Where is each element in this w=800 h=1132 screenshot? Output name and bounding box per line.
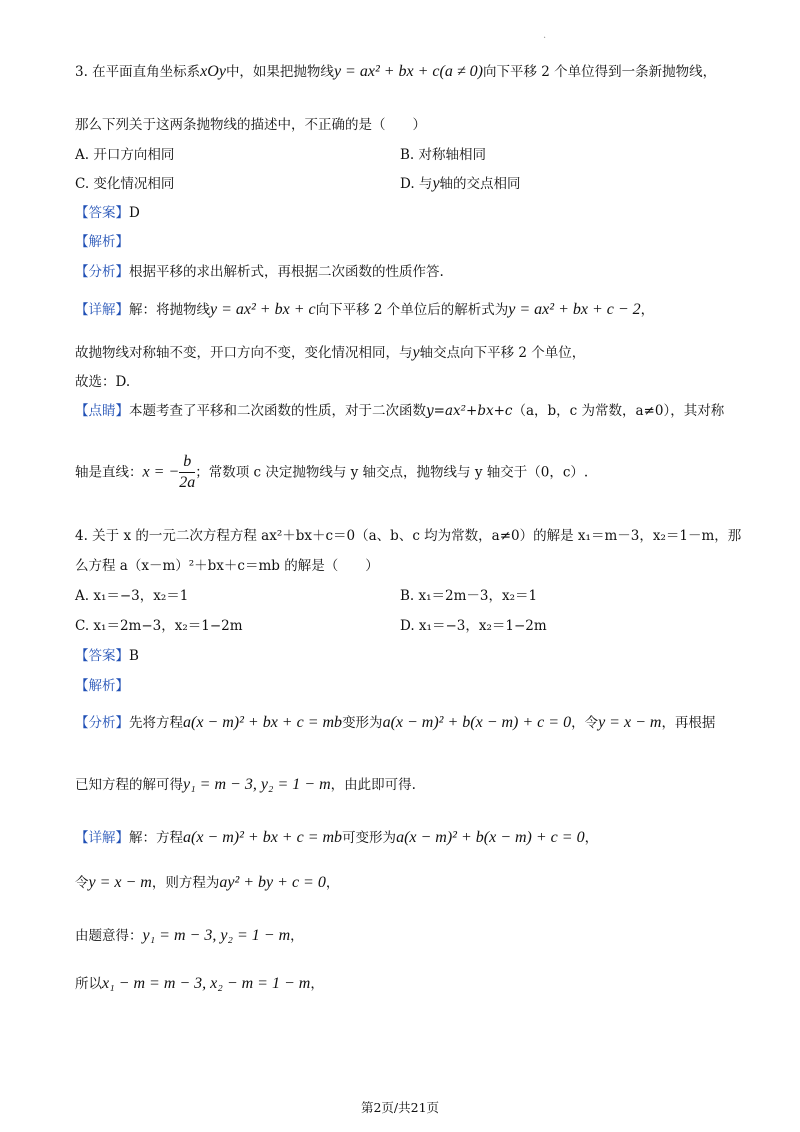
q4-ling-c: ， — [325, 875, 340, 891]
q3-detail-a: 解：将抛物线 — [129, 302, 210, 318]
q3-axis-fraction — [179, 452, 195, 493]
q4-known-b: ，由此即可得. — [330, 777, 416, 793]
q3-answer — [75, 203, 140, 223]
q4-ling-eq2: ay² + by + c = 0 — [219, 874, 326, 891]
q4-yi-b: ， — [290, 928, 304, 944]
q4-detail-eq2: a(x − m)² + b(x − m) + c = 0 — [396, 829, 585, 846]
q3-parabola-equation: y = ax² + bx + c(a ≠ 0) — [333, 63, 483, 80]
q4-suoyi-b: ， — [310, 976, 324, 992]
q4-fenxi-b: 变形为 — [342, 715, 383, 731]
q4-fenxi-c: ，令 — [571, 715, 599, 731]
q4-fenxi-eq2: a(x − m)² + b(x − m) + c = 0 — [382, 714, 572, 731]
q3-detail2-var: y — [412, 344, 420, 361]
q4-fenxi-a: 先将方程 — [129, 715, 183, 731]
q3-dianjing-fn: y=ax²+bx+c — [426, 403, 513, 419]
q3-axis-b: ；常数项 c 决定抛物线与 y 轴交点，抛物线与 y 轴交于（0，c）. — [195, 464, 589, 481]
q4-ling-eq1: y = x − m — [88, 874, 152, 891]
q3-option-c: C. 变化情况相同 — [75, 176, 175, 192]
q4-detail-eq1: a(x − m)² + bx + c = mb — [183, 829, 343, 846]
q3-detail-eq2: y = ax² + bx + c − 2 — [508, 301, 641, 318]
q4-suoyi-eq: x₁ − m = m − 3, x₂ − m = 1 − m — [102, 975, 311, 992]
q3-detail2-b: 轴交点向下平移 2 个单位， — [419, 345, 586, 361]
q3-dianjing-a: 本题考查了平移和二次函数的性质，对于二次函数 — [129, 403, 426, 419]
q3-detail — [75, 300, 654, 320]
q4-fenxi-tag: 【分析】 — [75, 715, 129, 731]
q4-option-c: C. x₁＝2m−3，x₂＝1−2m — [75, 618, 243, 634]
q4-detail-a: 解：方程 — [129, 830, 183, 846]
q3-stem-a: 3. 在平面直角坐标系 — [75, 64, 201, 80]
q3-option-d-post: 轴的交点相同 — [439, 176, 521, 192]
q4-detail-tag: 【详解】 — [75, 830, 129, 846]
q3-fenxi — [75, 262, 444, 282]
q3-fenxi-tag: 【分析】 — [75, 264, 129, 280]
q4-option-a: A. x₁＝−3，x₂＝1 — [75, 588, 189, 604]
q4-answer-tag: 【答案】 — [75, 648, 129, 664]
q4-known-eq: y₁ = m − 3, y₂ = 1 − m — [183, 776, 331, 793]
q4-fenxi — [75, 713, 715, 733]
q3-detail2-a: 故抛物线对称轴不变，开口方向不变，变化情况相同，与 — [75, 345, 413, 361]
q3-detail-line2 — [75, 343, 585, 363]
q4-ling — [75, 873, 339, 893]
q3-option-d — [400, 174, 521, 194]
q4-detail-c: ， — [584, 830, 599, 846]
q4-yi-a: 由题意得： — [75, 928, 143, 944]
q4-ling-a: 令 — [75, 875, 89, 891]
q4-fenxi-eq3: y = x − m — [598, 714, 662, 731]
q4-ling-b: ，则方程为 — [151, 875, 220, 891]
q3-axis-line — [75, 452, 588, 493]
q3-stem-line1 — [75, 62, 716, 82]
q4-fenxi-d: ，再根据 — [661, 715, 716, 731]
q4-analysis-tag — [75, 676, 129, 696]
q3-detail-c: ， — [640, 302, 655, 318]
q4-answer-value: B — [129, 648, 139, 664]
q4-option-d: D. x₁＝−3，x₂＝1−2m — [400, 618, 547, 634]
stray-dot: . — [543, 30, 547, 41]
q3-option-d-var: y — [432, 175, 440, 192]
q4-analysis-label: 【解析】 — [75, 678, 129, 694]
q3-fenxi-text: 根据平移的求出解析式，再根据二次函数的性质作答. — [129, 264, 444, 280]
q3-answer-tag: 【答案】 — [75, 205, 129, 221]
q3-dianjing-b: （a，b，c 为常数，a≠0），其对称 — [512, 403, 725, 419]
q4-known-a: 已知方程的解可得 — [75, 777, 183, 793]
q3-stem-c: 向下平移 2 个单位得到一条新抛物线， — [482, 64, 717, 80]
q3-axis-den: 2a — [179, 474, 196, 491]
q3-axis-lhs: x = − — [142, 463, 180, 481]
q4-yi — [75, 926, 304, 946]
q4-stem-line1: 4. 关于 x 的一元二次方程方程 ax²＋bx＋c＝0（a、b、c 均为常数，a≠0）的解是 x₁＝m－3，x₂＝1－m，那 — [75, 528, 742, 544]
q3-detail-tag: 【详解】 — [75, 302, 129, 318]
q3-stem-b: 中，如果把抛物线 — [225, 64, 334, 80]
q3-option-b: B. 对称轴相同 — [400, 147, 487, 163]
q4-answer — [75, 646, 139, 666]
q3-option-d-pre: D. 与 — [400, 176, 433, 192]
q3-option-a: A. 开口方向相同 — [75, 147, 175, 163]
q3-answer-value: D — [129, 205, 140, 221]
q4-stem-line2: 么方程 a（x－m）²＋bx＋c＝mb 的解是（ ） — [75, 558, 379, 574]
q4-yi-eq: y₁ = m − 3, y₂ = 1 − m — [142, 927, 291, 944]
q4-known — [75, 775, 416, 795]
q3-analysis-label: 【解析】 — [75, 234, 129, 250]
q4-suoyi-a: 所以 — [75, 976, 102, 992]
q3-dianjing — [75, 401, 724, 421]
q3-detail-b: 向下平移 2 个单位后的解析式为 — [315, 302, 509, 318]
q3-axis-num: b — [179, 452, 195, 473]
q4-detail — [75, 828, 598, 848]
q3-detail-eq1: y = ax² + bx + c — [210, 301, 316, 318]
q3-select: 故选：D. — [75, 374, 131, 390]
q4-option-b: B. x₁＝2m－3，x₂＝1 — [400, 588, 538, 604]
q4-detail-b: 可变形为 — [342, 830, 397, 846]
q3-stem-line2: 那么下列关于这两条抛物线的描述中，不正确的是（ ） — [75, 117, 426, 133]
q3-coord-system: xOy — [200, 63, 226, 80]
q3-axis-a: 轴是直线： — [75, 464, 143, 481]
q3-analysis-tag — [75, 232, 129, 252]
q4-fenxi-eq1: a(x − m)² + bx + c = mb — [183, 714, 343, 731]
page-footer: 第2页/共21页 — [360, 1100, 440, 1115]
q4-suoyi — [75, 974, 324, 994]
q3-dianjing-tag: 【点睛】 — [75, 403, 129, 419]
